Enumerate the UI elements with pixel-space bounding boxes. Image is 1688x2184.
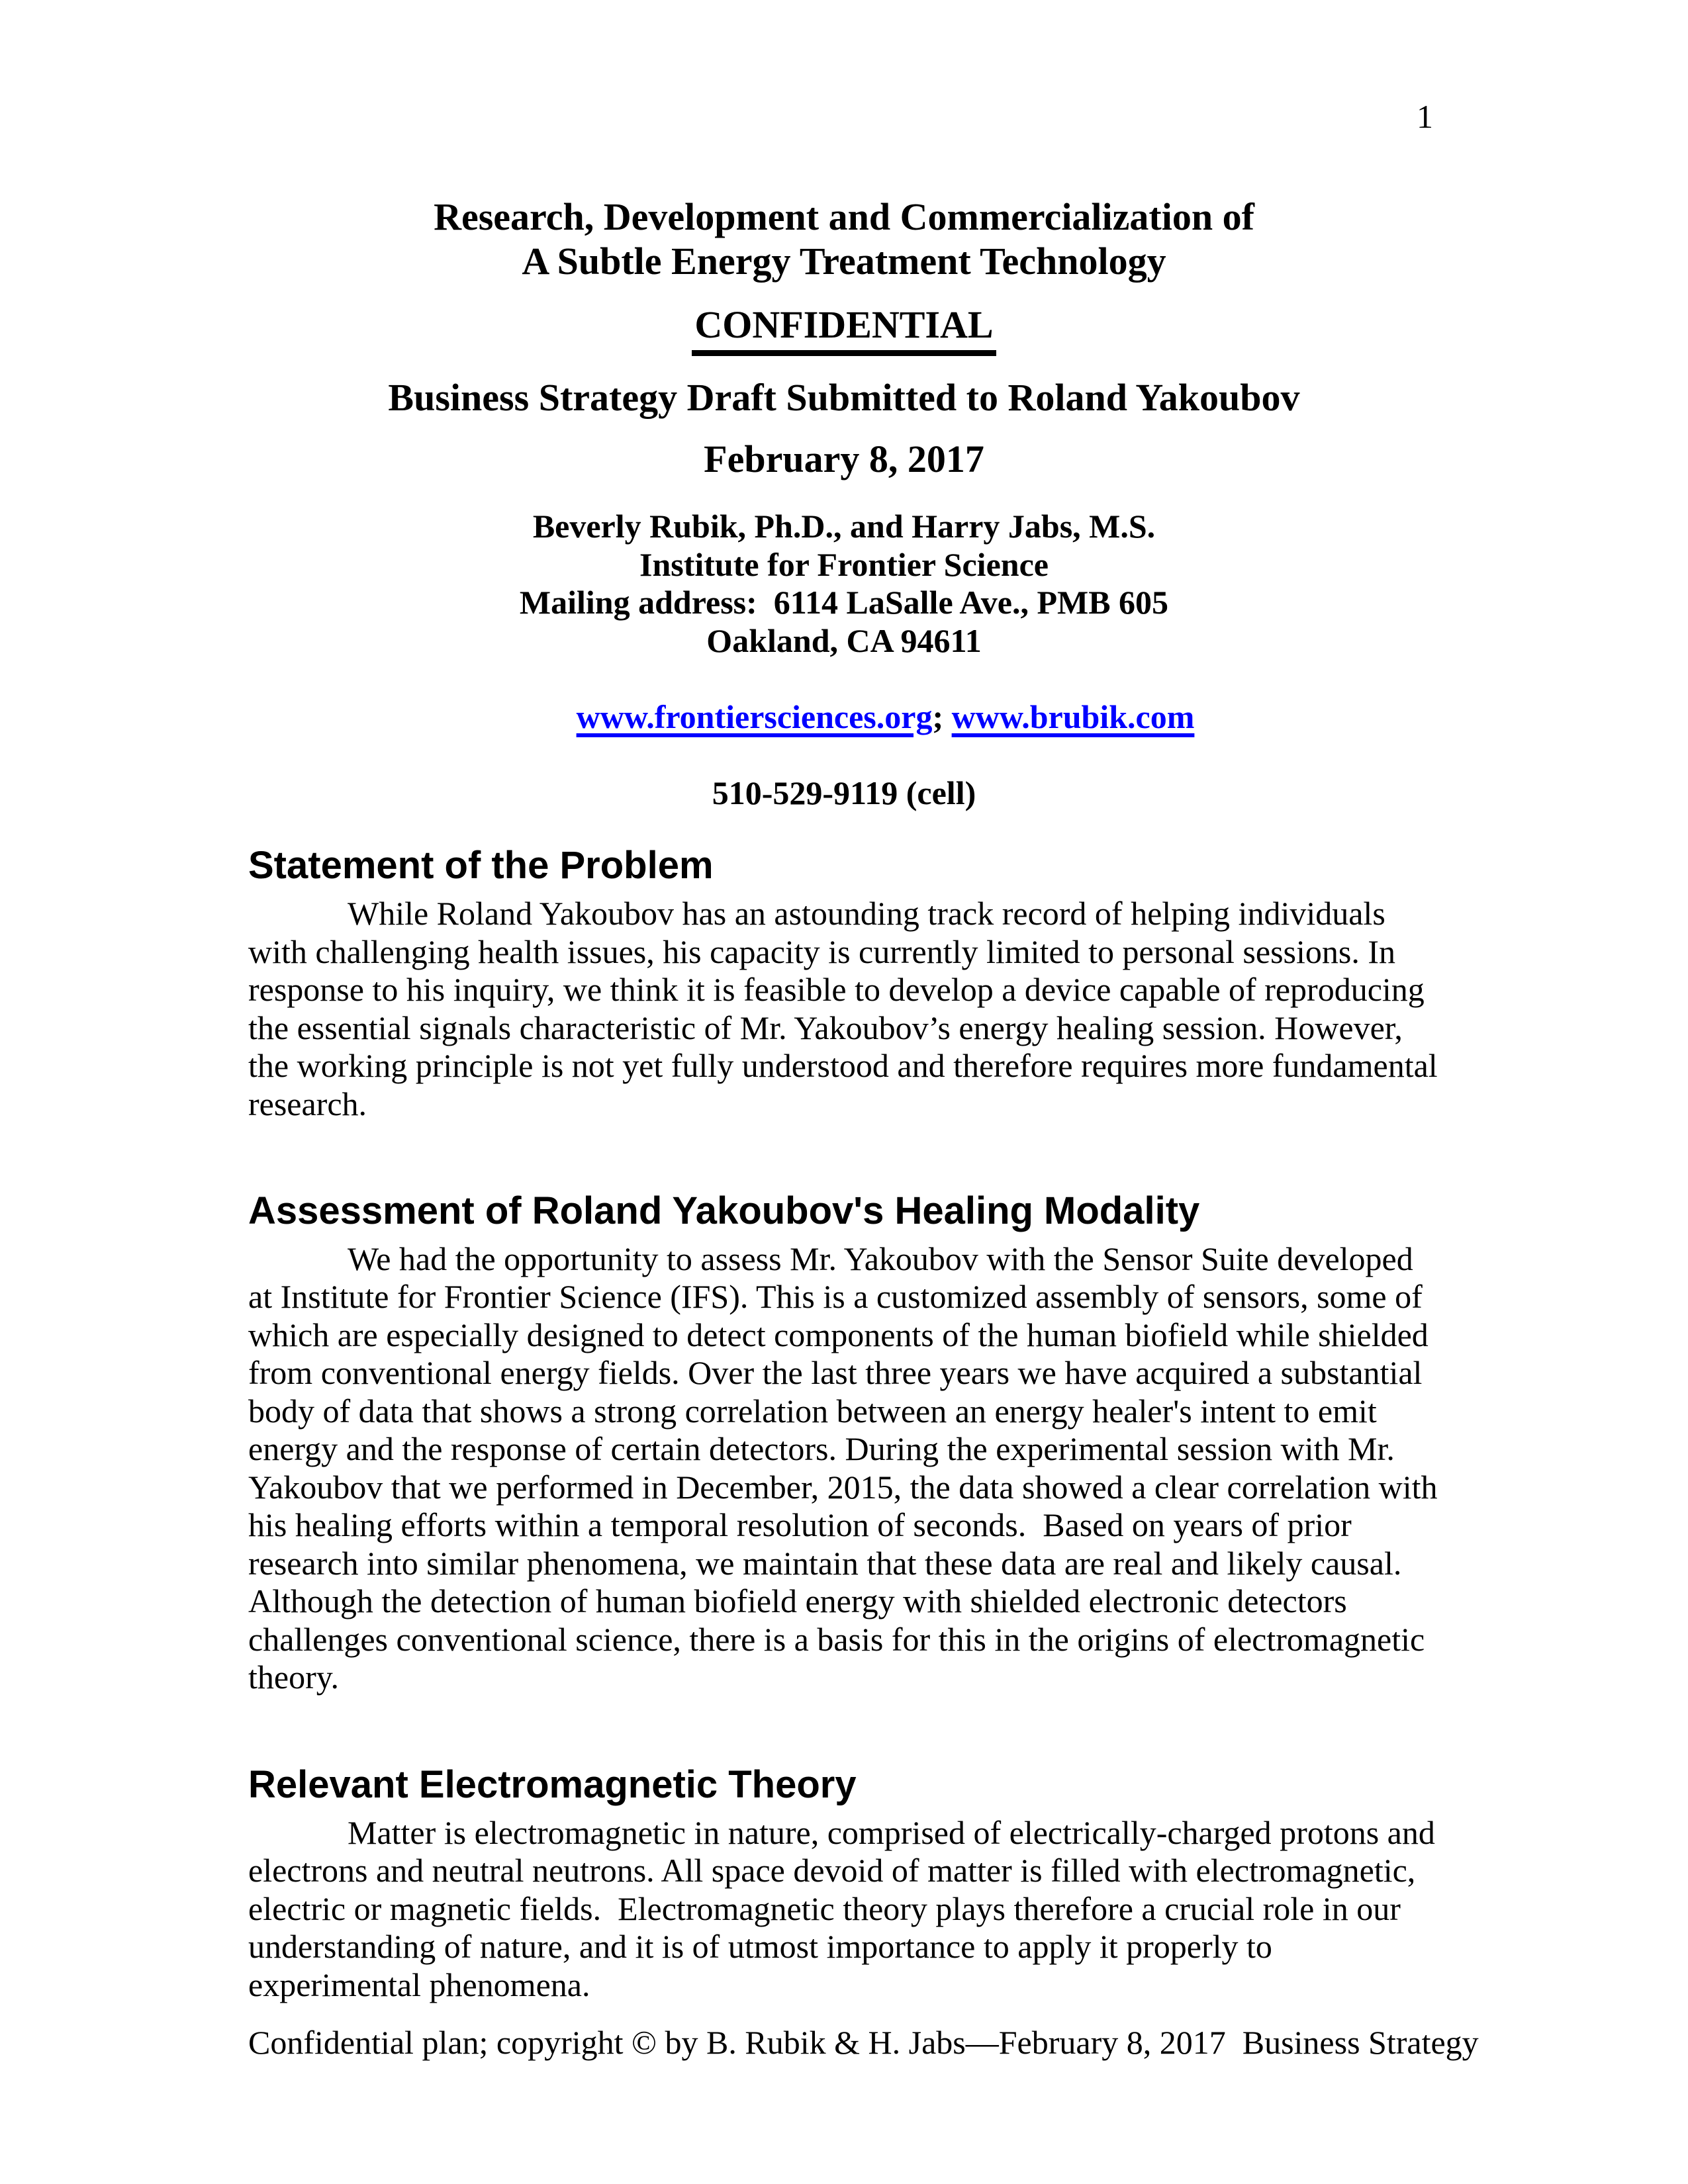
section-heading-statement-of-the-problem: Statement of the Problem [248,844,714,887]
author-block [248,508,1440,812]
document-title-line-1: Research, Development and Commercialization of [434,195,1254,238]
submission-line: Business Strategy Draft Submitted to Roland Yakoubov [388,376,1300,420]
title-block [248,195,1440,812]
document-date: February 8, 2017 [704,437,984,480]
document-title [248,195,1440,283]
paragraph-relevant-electromagnetic-theory: Matter is electromagnetic in nature, comprised of electrically-charged protons and electrons and neutral neutrons. All space devoid of matter is filled with electromagnetic, electric or magnetic fields. Electromagnetic theory plays therefore a crucial role in our understanding of nature, and it is of utmost importance to apply it properly to experimental phenomena. [248,1813,1444,2003]
confidential-line [248,303,1440,356]
mailing-address-line: Mailing address: 6114 LaSalle Ave., PMB 605 [519,584,1169,621]
page-number: 1 [1417,98,1433,135]
paragraph-statement-of-the-problem: While Roland Yakoubov has an astounding track record of helping individuals with challenging health issues, his capacity is currently limited to personal sessions. In response to his inquiry, we think it is feasible to develop a device capable of reproducing the essential signals characteristic of Mr. Yakoubov’s energy healing session. However, the working principle is not yet fully understood and therefore requires more fundamental research. [248,895,1446,1122]
institute-line: Institute for Frontier Science [639,545,1049,583]
document-title-line-2: A Subtle Energy Treatment Technology [522,239,1166,283]
brubik-link[interactable]: www.brubik.com [951,698,1195,735]
section-heading-assessment-healing-modality: Assessment of Roland Yakoubov's Healing Modality [248,1189,1200,1233]
link-separator: ; [932,698,952,735]
section-heading-relevant-electromagnetic-theory: Relevant Electromagnetic Theory [248,1762,857,1806]
phone-line: 510-529-9119 (cell) [712,774,976,811]
page-content [0,195,1688,2004]
websites-line [248,660,1440,774]
authors-line: Beverly Rubik, Ph.D., and Harry Jabs, M.S. [532,508,1156,545]
frontiersciences-link[interactable]: www.frontiersciences.org [576,698,933,735]
confidential-label: CONFIDENTIAL [692,303,996,356]
city-line: Oakland, CA 94611 [706,621,982,659]
paragraph-assessment-healing-modality: We had the opportunity to assess Mr. Yakoubov with the Sensor Suite developed at Institute for Frontier Science (IFS). This is a customized assembly of sensors, some of which are especially designed to detect components of the human biofield while shielded from conventional energy fields. Over the last three years we have acquired a substantial body of data that shows a strong correlation between an energy healer's intent to emit energy and the response of certain detectors. During the experimental session with Mr. Yakoubov that we performed in December, 2015, the data showed a clear correlation with his healing efforts within a temporal resolution of seconds. Based on years of prior research into similar phenomena, we maintain that these data are real and likely causal. Although the detection of human biofield energy with shielded electronic detectors challenges conventional science, there is a basis for this in the origins of electromagnetic theory. [248,1240,1446,1696]
footer-confidential-notice: Confidential plan; copyright © by B. Rubik & H. Jabs—February 8, 2017 Business Strategy [248,2024,1479,2061]
